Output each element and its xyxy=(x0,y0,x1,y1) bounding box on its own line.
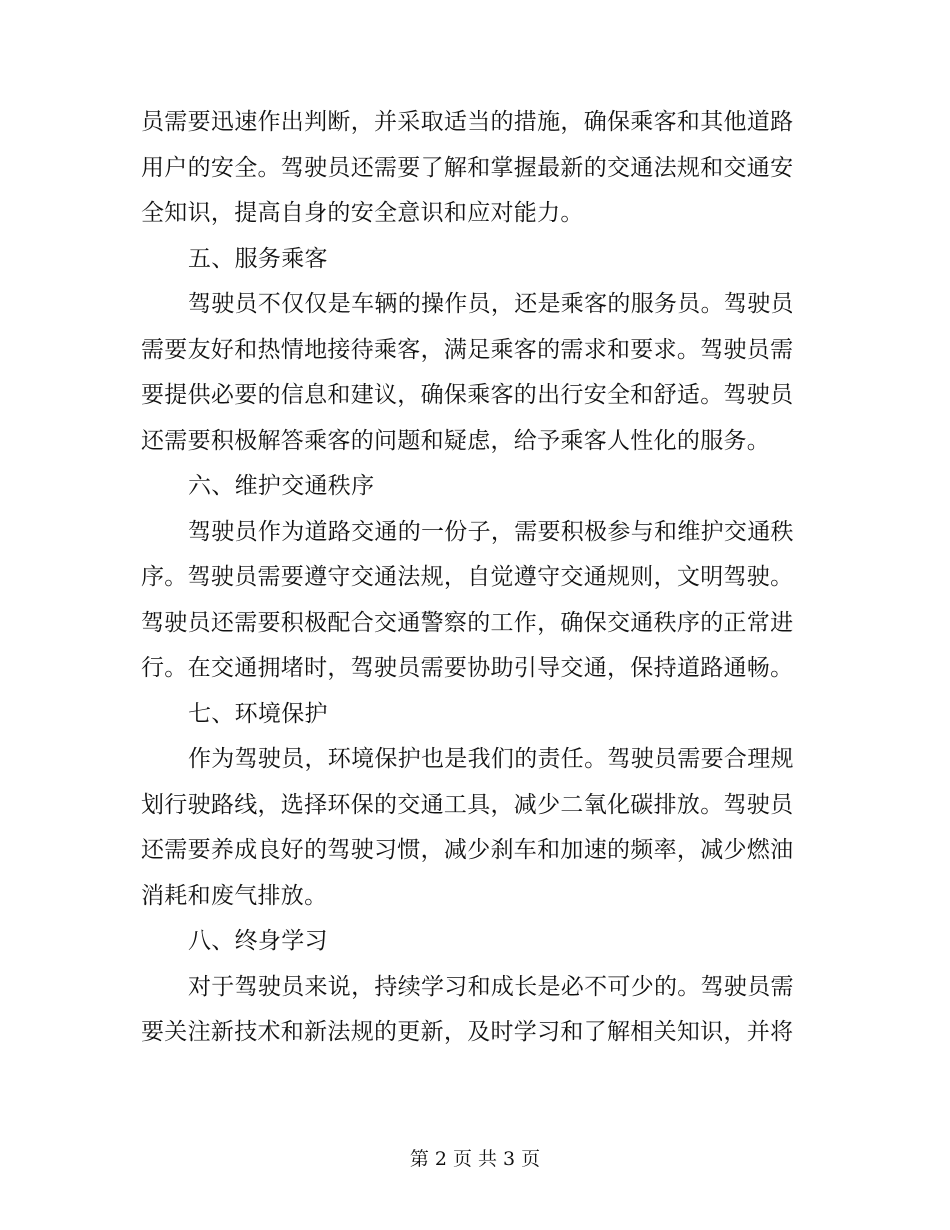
body-line: 需要友好和热情地接待乘客，满足乘客的需求和要求。驾驶员需 xyxy=(141,336,794,363)
body-line: 还需要养成良好的驾驶习惯，减少刹车和加速的频率，减少燃油 xyxy=(141,837,794,863)
body-line: 驾驶员还需要积极配合交通警察的工作，确保交通秩序的正常进 xyxy=(141,609,794,636)
document-body xyxy=(141,100,811,1056)
section-heading-environment: 七、环境保护 xyxy=(188,700,328,727)
body-line: 消耗和废气排放。 xyxy=(141,882,328,909)
body-line: 序。驾驶员需要遵守交通法规，自觉遵守交通规则，文明驾驶。 xyxy=(141,564,794,590)
body-line: 行。在交通拥堵时，驾驶员需要协助引导交通，保持道路通畅。 xyxy=(141,655,794,681)
page-number-footer: 第 2 页 共 3 页 xyxy=(409,1148,541,1170)
body-line: 驾驶员作为道路交通的一份子，需要积极参与和维护交通秩 xyxy=(188,518,794,545)
body-line: 要提供必要的信息和建议，确保乘客的出行安全和舒适。驾驶员 xyxy=(141,382,794,408)
body-line: 划行驶路线，选择环保的交通工具，减少二氧化碳排放。驾驶员 xyxy=(141,791,794,818)
body-line: 还需要积极解答乘客的问题和疑虑，给予乘客人性化的服务。 xyxy=(141,427,771,454)
body-line: 用户的安全。驾驶员还需要了解和掌握最新的交通法规和交通安 xyxy=(141,154,794,181)
section-heading-lifelong-learning: 八、终身学习 xyxy=(188,928,328,954)
section-heading-service: 五、服务乘客 xyxy=(188,245,328,272)
body-line: 对于驾驶员来说，持续学习和成长是必不可少的。驾驶员需 xyxy=(188,973,794,1000)
body-line: 要关注新技术和新法规的更新，及时学习和了解相关知识，并将 xyxy=(141,1019,794,1045)
section-heading-traffic-order: 六、维护交通秩序 xyxy=(188,473,375,499)
body-line: 全知识，提高自身的安全意识和应对能力。 xyxy=(141,200,584,226)
body-line: 员需要迅速作出判断，并采取适当的措施，确保乘客和其他道路 xyxy=(141,109,794,135)
body-line: 驾驶员不仅仅是车辆的操作员，还是乘客的服务员。驾驶员 xyxy=(188,291,794,317)
body-line: 作为驾驶员，环境保护也是我们的责任。驾驶员需要合理规 xyxy=(188,746,794,772)
